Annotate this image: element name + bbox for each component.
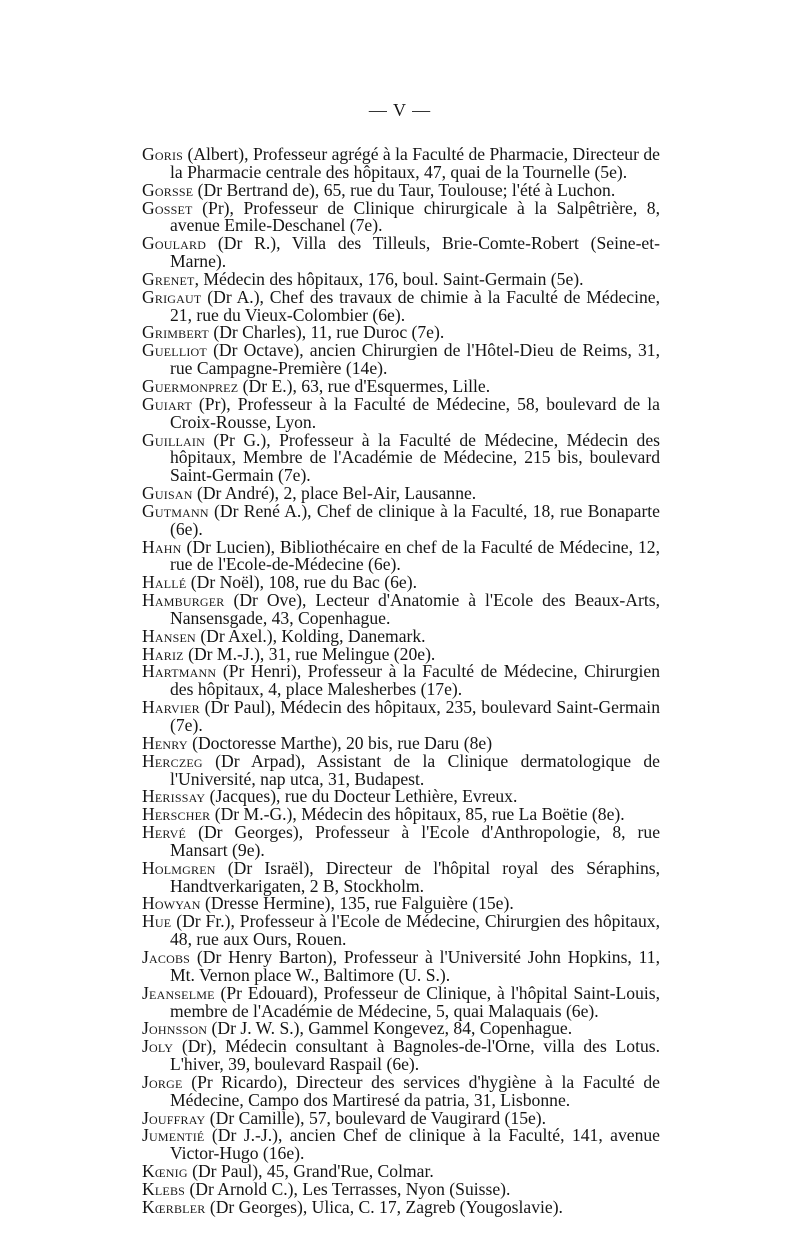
entry-name: Guillain xyxy=(142,429,205,450)
directory-entry xyxy=(142,1071,660,1110)
entry-details: (Dr Ove), Lecteur d'Anatomie à l'Ecole des Beaux-Arts, Nansensgade, 43, Copenhague. xyxy=(170,590,660,628)
entry-name: Johnsson xyxy=(142,1018,208,1039)
directory-entry xyxy=(142,286,660,325)
entry-name: Jumentié xyxy=(142,1125,205,1146)
entry-name: Hallé xyxy=(142,572,187,593)
entry-details: (Dr M.-G.), Médecin des hôpitaux, 85, rue La Boëtie (8e). xyxy=(210,804,625,825)
entry-name: Herscher xyxy=(142,804,211,825)
entry-name: Hartmann xyxy=(142,661,217,682)
directory-entry xyxy=(142,235,660,271)
entry-name: Hansen xyxy=(142,625,196,646)
entry-name: Jorge xyxy=(142,1071,183,1092)
entry-details: (Jacques), rue du Docteur Lethière, Evreux. xyxy=(205,786,518,807)
entry-name: Hue xyxy=(142,911,172,932)
entry-name: Henry xyxy=(142,732,188,753)
page-number: — V — xyxy=(368,100,432,120)
entry-name: Guelliot xyxy=(142,340,207,361)
directory-entry xyxy=(142,592,660,628)
entry-name: Grenet xyxy=(142,268,195,289)
entry-name: Jouffray xyxy=(142,1107,206,1128)
entry-details: , Médecin des hôpitaux, 176, boul. Saint-Germain (5e). xyxy=(194,268,584,289)
entry-details: (Dr M.-J.), 31, rue Melingue (20e). xyxy=(183,643,436,664)
entry-details: (Dr A.), Chef des travaux de chimie à la Faculté de Médecine, 21, rue du Vieux-Colombier (6e). xyxy=(170,286,660,325)
entry-details: (Dr Bertrand de), 65, rue du Taur, Toulouse; l'été à Luchon. xyxy=(193,179,616,200)
entry-details: (Dr J. W. S.), Gammel Kongevez, 84, Copenhague. xyxy=(207,1018,573,1039)
entry-details: (Dr Camille), 57, boulevard de Vaugirard (15e). xyxy=(205,1107,547,1128)
entry-name: Howyan xyxy=(142,893,201,914)
entry-name: Herissay xyxy=(142,786,206,807)
entry-details: (Pr), Professeur de Clinique chirurgicale à la Salpêtrière, 8, avenue Emile-Deschanel (7e). xyxy=(170,197,660,236)
directory-entry xyxy=(142,1196,660,1217)
directory-entry xyxy=(142,982,660,1021)
entry-name: Goris xyxy=(142,144,184,164)
directory-entry xyxy=(142,342,660,378)
entry-details: (Pr Ricardo), Directeur des services d'hygiène à la Faculté de Médecine, Campo dos Martiresé da patria, 31, Lisbonne. xyxy=(170,1071,660,1110)
directory-entry xyxy=(142,393,660,432)
entry-details: (Dr Axel.), Kolding, Danemark. xyxy=(195,625,426,646)
entry-name: Guermonprez xyxy=(142,375,239,396)
entry-details: (Dr René A.), Chef de clinique à la Faculté, 18, rue Bonaparte (6e). xyxy=(170,500,660,539)
directory-entry xyxy=(142,913,660,949)
entry-details: (Dr André), 2, place Bel-Air, Lausanne. xyxy=(192,483,477,504)
entry-details: (Dr Noël), 108, rue du Bac (6e). xyxy=(186,572,417,593)
entry-details: (Dr E.), 63, rue d'Esquermes, Lille. xyxy=(238,375,491,396)
directory-entry xyxy=(142,946,660,985)
entry-name: Hariz xyxy=(142,643,184,664)
directory-list xyxy=(142,146,660,1217)
entry-details: (Dresse Hermine), 135, rue Falguière (15e). xyxy=(200,893,514,914)
entry-details: (Dr Henry Barton), Professeur à l'Université John Hopkins, 11, Mt. Vernon place W., Baltimore (U. S.). xyxy=(170,946,660,985)
entry-details: (Dr Charles), 11, rue Duroc (7e). xyxy=(208,322,445,343)
entry-name: Jeanselme xyxy=(142,982,215,1003)
directory-entry xyxy=(142,197,660,236)
entry-details: (Dr J.-J.), ancien Chef de clinique à la Faculté, 141, avenue Victor-Hugo (16e). xyxy=(170,1125,660,1164)
directory-entry xyxy=(142,699,660,735)
entry-name: Harvier xyxy=(142,697,200,718)
entry-name: Kœrbler xyxy=(142,1196,206,1217)
entry-name: Joly xyxy=(142,1036,174,1057)
entry-name: Gutmann xyxy=(142,500,209,521)
entry-details: (Pr), Professeur à la Faculté de Médecine, 58, boulevard de la Croix-Rousse, Lyon. xyxy=(170,393,660,432)
entry-name: Hervé xyxy=(142,822,187,843)
directory-entry xyxy=(142,1127,660,1163)
entry-details: (Pr Henri), Professeur à la Faculté de Médecine, Chirurgien des hôpitaux, 4, place Malesherbes (17e). xyxy=(170,661,660,700)
entry-name: Jacobs xyxy=(142,946,191,967)
directory-entry xyxy=(142,824,660,860)
entry-name: Herczeg xyxy=(142,750,203,771)
entry-details: (Dr Georges), Ulica, C. 17, Zagreb (Yougoslavie). xyxy=(205,1196,563,1217)
entry-details: (Dr Paul), 45, Grand'Rue, Colmar. xyxy=(187,1161,434,1182)
entry-details: (Dr Georges), Professeur à l'Ecole d'Anthropologie, 8, rue Mansart (9e). xyxy=(170,822,660,860)
entry-name: Gorsse xyxy=(142,179,194,200)
entry-name: Holmgren xyxy=(142,857,216,878)
entry-details: (Dr Paul), Médecin des hôpitaux, 235, boulevard Saint-Germain (7e). xyxy=(170,697,660,735)
directory-entry xyxy=(142,429,660,486)
entry-details: (Dr Arpad), Assistant de la Clinique dermatologique de l'Université, nap utca, 31, Budapest. xyxy=(170,750,660,789)
entry-details: (Doctoresse Marthe), 20 bis, rue Daru (8e) xyxy=(187,732,493,753)
entry-name: Klebs xyxy=(142,1178,186,1199)
entry-name: Grimbert xyxy=(142,322,209,343)
entry-details: (Dr R.), Villa des Tilleuls, Brie-Comte-Robert (Seine-et-Marne). xyxy=(170,233,660,272)
entry-details: (Albert), Professeur agrégé à la Faculté de Pharmacie, Directeur de la Pharmacie centrale des hôpitaux, 47, quai de la Tournelle (5e). xyxy=(170,144,660,182)
directory-entry xyxy=(142,750,660,789)
entry-name: Guisan xyxy=(142,483,193,504)
entry-name: Hahn xyxy=(142,536,182,557)
directory-entry xyxy=(142,536,660,575)
entry-name: Hamburger xyxy=(142,590,225,611)
directory-entry xyxy=(142,663,660,699)
entry-details: (Dr), Médecin consultant à Bagnoles-de-l'Orne, villa des Lotus. L'hiver, 39, boulevard Raspail (6e). xyxy=(170,1036,660,1075)
entry-details: (Pr G.), Professeur à la Faculté de Médecine, Médecin des hôpitaux, Membre de l'Académie de Médecine, 215 bis, boulevard Saint-Germain (7e). xyxy=(170,429,660,486)
entry-details: (Pr Edouard), Professeur de Clinique, à l'hôpital Saint-Louis, membre de l'Académie de Médecine, 5, quai Malaquais (6e). xyxy=(170,982,660,1021)
entry-name: Guiart xyxy=(142,393,192,414)
directory-entry xyxy=(142,146,660,182)
entry-details: (Dr Octave), ancien Chirurgien de l'Hôtel-Dieu de Reims, 31, rue Campagne-Première (14e). xyxy=(170,340,660,379)
entry-details: (Dr Lucien), Bibliothécaire en chef de la Faculté de Médecine, 12, rue de l'Ecole-de-Médecine (6e). xyxy=(170,536,660,575)
entry-details: (Dr Arnold C.), Les Terrasses, Nyon (Suisse). xyxy=(185,1178,511,1199)
entry-details: (Dr Fr.), Professeur à l'Ecole de Médecine, Chirurgien des hôpitaux, 48, rue aux Ours, Rouen. xyxy=(170,911,660,950)
entry-name: Gosset xyxy=(142,197,193,218)
entry-name: Grigaut xyxy=(142,286,202,307)
entry-name: Kœnig xyxy=(142,1161,188,1182)
entry-details: (Dr Israël), Directeur de l'hôpital royal des Séraphins, Handtverkarigaten, 2 B, Stockholm. xyxy=(170,857,660,896)
directory-entry xyxy=(142,1038,660,1074)
entry-name: Goulard xyxy=(142,233,207,254)
directory-entry xyxy=(142,500,660,539)
directory-entry xyxy=(142,857,660,896)
